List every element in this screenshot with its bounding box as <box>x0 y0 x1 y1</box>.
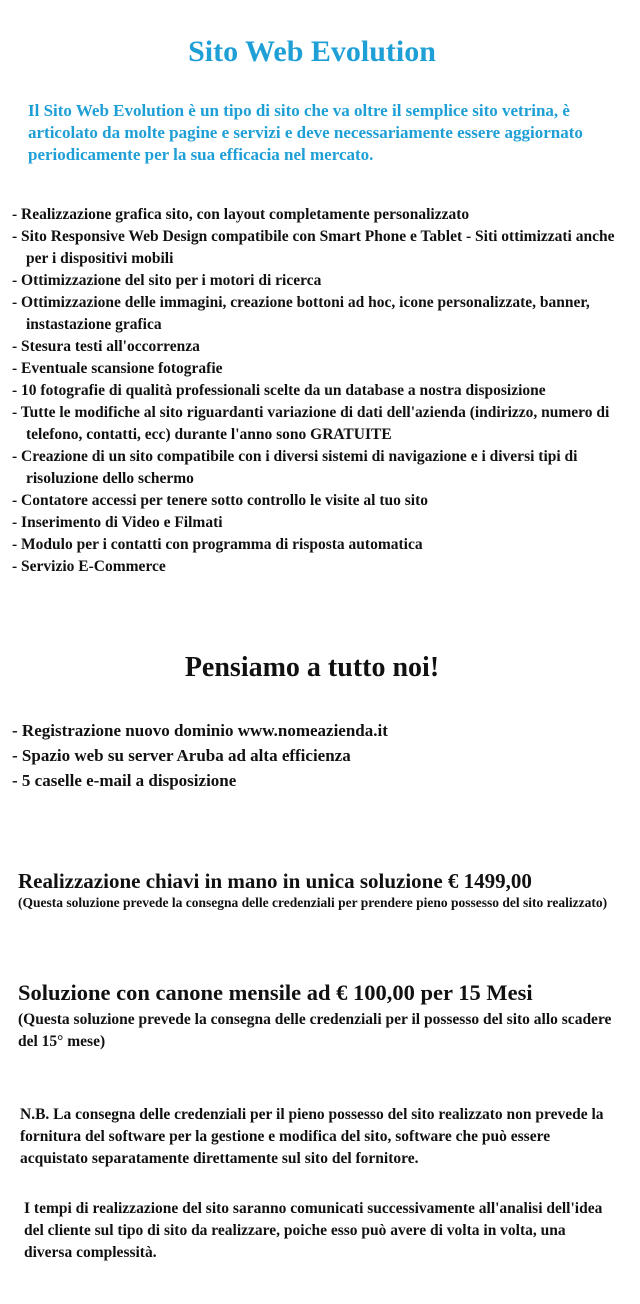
intro-paragraph: Il Sito Web Evolution è un tipo di sito che va oltre il semplice sito vetrina, è articolato da molte pagine e servizi e deve necessariamente essere aggiornato periodicamente per la sua efficacia nel mercato. <box>28 101 583 164</box>
feature-text: Ottimizzazione del sito per i motori di ricerca <box>21 272 322 289</box>
feature-text: Modulo per i contatti con programma di risposta automatica <box>21 536 423 553</box>
feature-item: - Ottimizzazione del sito per i motori di ricerca <box>12 272 322 289</box>
feature-item: - Contatore accessi per tenere sotto controllo le visite al tuo sito <box>12 492 428 509</box>
feature-item: - Servizio E-Commerce <box>12 558 166 575</box>
timing-paragraph: I tempi di realizzazione del sito saranno comunicati successivamente all'analisi dell'idea del cliente sul tipo di sito da realizzare, poiche esso può avere di volta in volta, una diversa complessità. <box>24 1200 603 1261</box>
feature-text: Ottimizzazione delle immagini, creazione bottoni ad hoc, icone personalizzate, banner, instastazione grafica <box>21 294 590 333</box>
feature-text: Stesura testi all'occorrenza <box>21 338 200 355</box>
feature-text: Eventuale scansione fotografie <box>21 360 223 377</box>
feature-text: Servizio E-Commerce <box>21 558 166 575</box>
offer-one-title: Realizzazione chiavi in mano in unica soluzione € 1499,00 <box>18 869 532 893</box>
feature-text: Creazione di un sito compatibile con i diversi sistemi di navigazione e i diversi tipi di risoluzione dello schermo <box>21 448 578 487</box>
included-item: - Registrazione nuovo dominio www.nomeazienda.it <box>12 721 388 740</box>
feature-text: Tutte le modifiche al sito riguardanti variazione di dati dell'azienda (indirizzo, numero di telefono, contatti, ecc) durante l'anno sono GRATUITE <box>20 404 610 443</box>
feature-item: - Inserimento di Video e Filmati <box>12 514 223 531</box>
features-list <box>12 204 628 578</box>
offer-two-note: (Questa soluzione prevede la consegna delle credenziali per il possesso del sito allo scadere del 15° mese) <box>18 1011 612 1050</box>
included-item: - Spazio web su server Aruba ad alta efficienza <box>12 746 351 765</box>
feature-text: 10 fotografie di qualità professionali scelte da un database a nostra disposizione <box>21 382 546 399</box>
feature-text: Inserimento di Video e Filmati <box>21 514 223 531</box>
included-list <box>12 718 628 793</box>
section-headline: Pensiamo a tutto noi! <box>184 652 440 683</box>
included-text: Registrazione nuovo dominio www.nomeazienda.it <box>21 721 388 740</box>
feature-text: Realizzazione grafica sito, con layout completamente personalizzato <box>21 206 470 223</box>
feature-item: - Modulo per i contatti con programma di risposta automatica <box>12 536 423 553</box>
feature-item: - Stesura testi all'occorrenza <box>12 338 200 355</box>
feature-item: - 10 fotografie di qualità professionali scelte da un database a nostra disposizione <box>12 382 546 399</box>
feature-text: Sito Responsive Web Design compatibile con Smart Phone e Tablet - Siti ottimizzati anche per i dispositivi mobili <box>21 228 615 267</box>
page-title: Sito Web Evolution <box>188 35 436 68</box>
included-item: - 5 caselle e-mail a disposizione <box>12 771 237 790</box>
included-text: 5 caselle e-mail a disposizione <box>21 771 237 790</box>
nb-paragraph: N.B. La consegna delle credenziali per il pieno possesso del sito realizzato non prevede la fornitura del software per la gestione e modifica del sito, software che può essere acquistato separatamente direttamente sul sito del fornitore. <box>20 1106 604 1167</box>
feature-text: Contatore accessi per tenere sotto controllo le visite al tuo sito <box>21 492 428 509</box>
offer-two-title: Soluzione con canone mensile ad € 100,00 per 15 Mesi <box>18 980 533 1005</box>
feature-item: - Creazione di un sito compatibile con i diversi sistemi di navigazione e i diversi tipi di risoluzione dello schermo <box>12 448 578 487</box>
feature-item: - Realizzazione grafica sito, con layout completamente personalizzato <box>12 206 470 223</box>
feature-item: - Tutte le modifiche al sito riguardanti variazione di dati dell'azienda (indirizzo, numero di telefono, contatti, ecc) durante l'anno sono GRATUITE <box>12 404 610 443</box>
feature-item: - Ottimizzazione delle immagini, creazione bottoni ad hoc, icone personalizzate, banner, instastazione grafica <box>12 294 590 333</box>
offer-one-note: (Questa soluzione prevede la consegna delle credenziali per prendere pieno possesso del sito realizzato) <box>18 895 608 910</box>
feature-item: - Sito Responsive Web Design compatibile con Smart Phone e Tablet - Siti ottimizzati anche per i dispositivi mobili <box>12 228 615 267</box>
feature-item: - Eventuale scansione fotografie <box>12 360 223 377</box>
included-text: Spazio web su server Aruba ad alta efficienza <box>21 746 351 765</box>
